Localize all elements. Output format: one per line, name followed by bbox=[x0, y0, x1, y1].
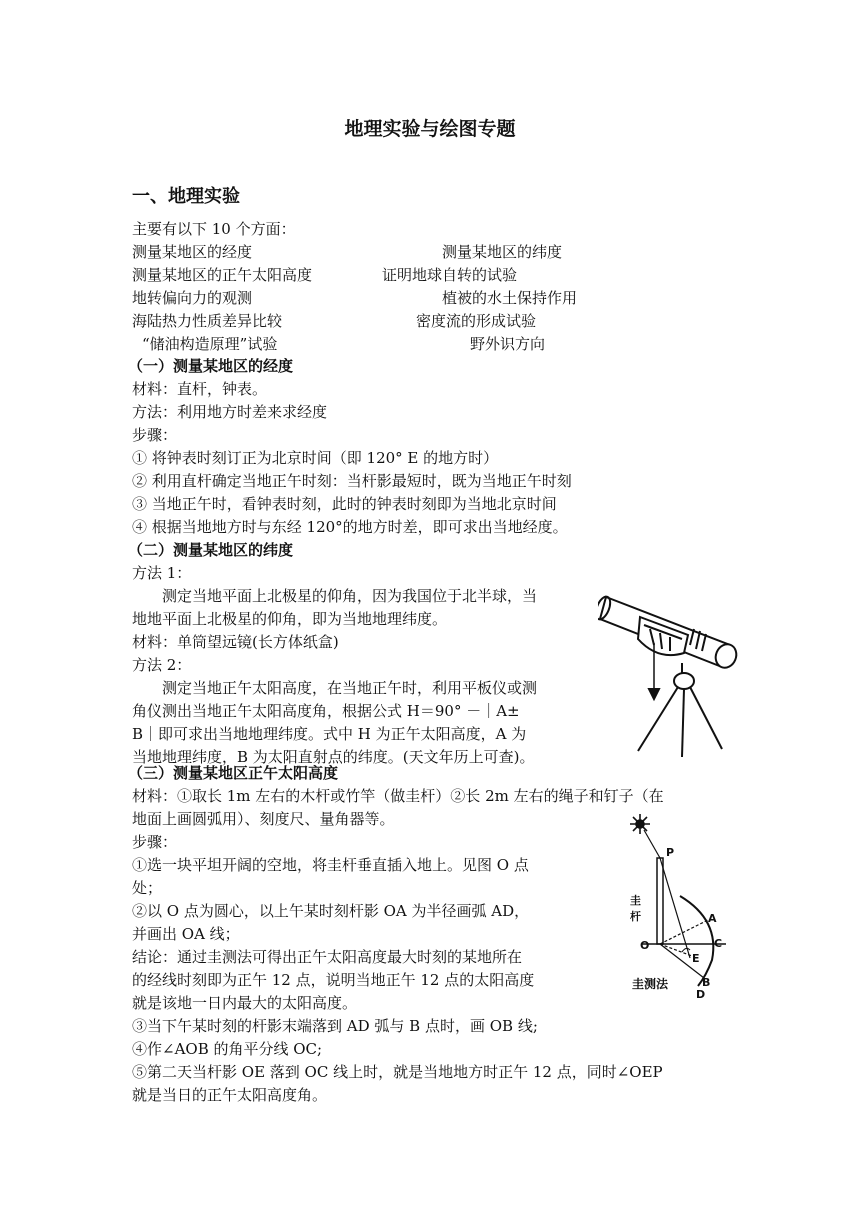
subsection-heading: （三）测量某地区正午太阳高度 bbox=[128, 764, 339, 782]
point-label-p: P bbox=[666, 846, 675, 859]
step-item: ③ 当地正午时，看钟表时刻，此时的钟表时刻即为当地北京时间 bbox=[132, 495, 557, 513]
gnomon-diagram bbox=[620, 810, 732, 1000]
paragraph-line: 当地地理纬度，B 为太阳直射点的纬度。(天文年历上可查)。 bbox=[132, 748, 535, 766]
paragraph-line: 角仪测出当地正午太阳高度角，根据公式 H＝90° －｜A± bbox=[132, 702, 520, 720]
paragraph-line: 就是当日的正午太阳高度角。 bbox=[132, 1086, 328, 1104]
sun-icon bbox=[630, 814, 650, 834]
pole-label-2: 杆 bbox=[630, 910, 641, 923]
topic-left: 测量某地区的经度 bbox=[132, 243, 253, 261]
topic-left: 海陆热力性质差异比较 bbox=[132, 312, 283, 330]
point-label-a: A bbox=[708, 912, 717, 925]
paragraph-line: 并画出 OA 线； bbox=[132, 925, 240, 943]
steps-label: 步骤： bbox=[132, 426, 178, 444]
point-label-d: D bbox=[696, 988, 706, 1000]
step-item: ② 利用直杆确定当地正午时刻：当杆影最短时，既为当地正午时刻 bbox=[132, 472, 572, 490]
paragraph-line: 步骤： bbox=[132, 833, 178, 851]
material-text: 材料：直杆，钟表。 bbox=[132, 380, 268, 398]
topic-right: 植被的水土保持作用 bbox=[442, 289, 578, 307]
topic-left: 地转偏向力的观测 bbox=[132, 289, 253, 307]
topic-left: 测量某地区的正午太阳高度 bbox=[132, 266, 313, 284]
topic-right: 测量某地区的纬度 bbox=[442, 243, 563, 261]
section-heading: 一、地理实验 bbox=[132, 186, 240, 207]
telescope-illustration bbox=[598, 565, 750, 760]
topic-right: 野外识方向 bbox=[470, 335, 546, 353]
paragraph-line: 地地平面上北极星的仰角，即为当地地理纬度。 bbox=[132, 610, 448, 628]
paragraph-line: ⑤第二天当杆影 OE 落到 OC 线上时，就是当地地方时正午 12 点，同时∠OEP bbox=[132, 1063, 663, 1081]
step-item: ① 将钟表时刻订正为北京时间（即 120° E 的地方时） bbox=[132, 449, 499, 467]
topic-left: “储油构造原理”试验 bbox=[142, 335, 278, 353]
paragraph-line: 测定当地平面上北极星的仰角，因为我国位于北半球，当 bbox=[132, 587, 538, 605]
paragraph-line: 方法 2： bbox=[132, 656, 192, 674]
paragraph-line: 测定当地正午太阳高度，在当地正午时，利用平板仪或测 bbox=[132, 679, 538, 697]
method-label: 圭测法 bbox=[632, 977, 669, 991]
subsection-heading: （一）测量某地区的经度 bbox=[128, 357, 294, 375]
paragraph-line: 地面上画圆弧用）、刻度尺、量角器等。 bbox=[132, 810, 395, 828]
point-label-e: E bbox=[692, 952, 700, 965]
step-item: ④ 根据当地地方时与东经 120°的地方时差，即可求出当地经度。 bbox=[132, 518, 568, 536]
paragraph-line: 处； bbox=[132, 879, 163, 897]
paragraph-line: ④作∠AOB 的角平分线 OC; bbox=[132, 1040, 323, 1058]
paragraph-line: ②以 O 点为圆心，以上午某时刻杆影 OA 为半径画弧 AD， bbox=[132, 902, 530, 920]
pole-label-1: 圭 bbox=[630, 894, 641, 907]
paragraph-line: 材料：单筒望远镜(长方体纸盒) bbox=[132, 633, 339, 651]
paragraph-line: ①选一块平坦开阔的空地，将圭杆垂直插入地上。见图 O 点 bbox=[132, 856, 529, 874]
paragraph-line: 方法 1： bbox=[132, 564, 192, 582]
paragraph-line: ③当下午某时刻的杆影末端落到 AD 弧与 B 点时，画 OB 线; bbox=[132, 1017, 538, 1035]
method-text: 方法：利用地方时差来求经度 bbox=[132, 403, 328, 421]
point-label-o: O bbox=[640, 939, 650, 952]
paragraph-line: 就是该地一日内最大的太阳高度。 bbox=[132, 994, 358, 1012]
topic-right: 证明地球自转的试验 bbox=[382, 266, 518, 284]
paragraph-line: 结论：通过圭测法可得出正午太阳高度最大时刻的某地所在 bbox=[132, 948, 523, 966]
intro-text: 主要有以下 10 个方面： bbox=[132, 220, 296, 238]
topic-right: 密度流的形成试验 bbox=[416, 312, 537, 330]
paragraph-line: B｜即可求出当地地理纬度。式中 H 为正午太阳高度，A 为 bbox=[132, 725, 527, 743]
paragraph-line: 材料：①取长 1m 左右的木杆或竹竿（做圭杆）②长 2m 左右的绳子和钉子（在 bbox=[132, 787, 664, 805]
paragraph-line: 的经线时刻即为正午 12 点，说明当地正午 12 点的太阳高度 bbox=[132, 971, 535, 989]
point-label-c: C bbox=[714, 937, 723, 950]
subsection-heading: （二）测量某地区的纬度 bbox=[128, 541, 294, 559]
point-label-b: B bbox=[702, 976, 711, 989]
page-title: 地理实验与绘图专题 bbox=[344, 118, 516, 140]
